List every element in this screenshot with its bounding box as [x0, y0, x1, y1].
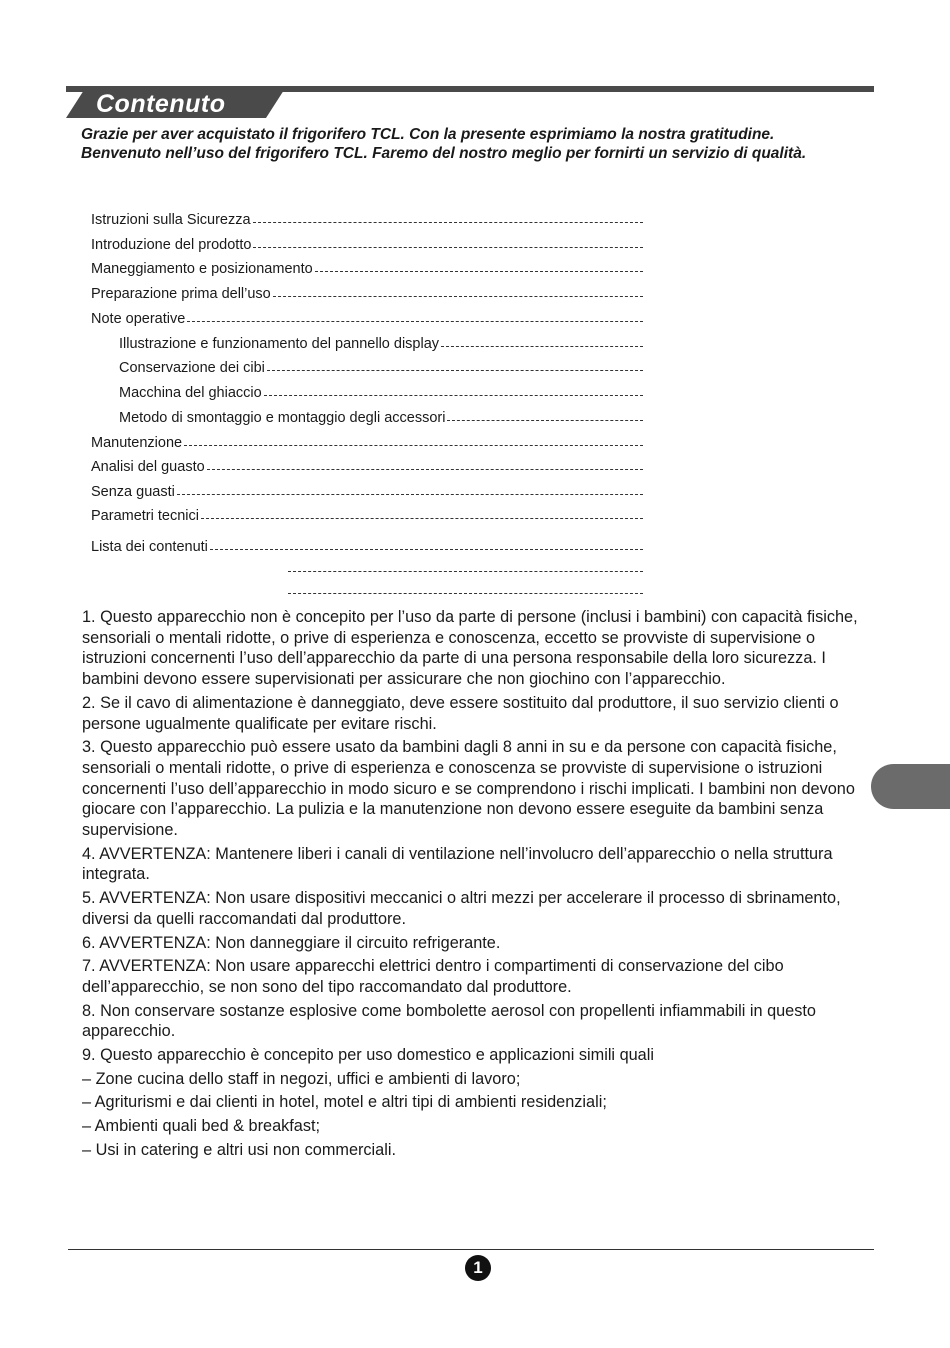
- toc-item-label: Illustrazione e funzionamento del pannello display: [119, 336, 440, 352]
- toc-item: [91, 431, 643, 455]
- rule-item: 9. Questo apparecchio è concepito per uso domestico e applicazioni simili quali: [82, 1046, 654, 1065]
- toc-leader: [264, 395, 643, 396]
- toc-item: [91, 504, 643, 528]
- toc-item-label: Manutenzione: [91, 435, 183, 451]
- toc-item-label: Preparazione prima dell’uso: [91, 286, 271, 302]
- toc-item-label: Lista dei contenuti: [91, 539, 208, 555]
- toc-item-label: Conservazione dei cibi: [119, 360, 265, 376]
- toc-leader: [253, 222, 643, 223]
- chapter-side-tab: [871, 764, 950, 809]
- toc-leader-row: [91, 579, 643, 603]
- toc-item-label: Metodo di smontaggio e montaggio degli accessori: [119, 410, 446, 426]
- toc-item-label: Parametri tecnici: [91, 508, 199, 524]
- toc-leader: [273, 296, 643, 297]
- toc-item: [91, 257, 643, 281]
- toc-leader: [187, 321, 643, 322]
- intro-text: [81, 125, 881, 163]
- rule-item: 1. Questo apparecchio non è concepito per l’uso da parte di persone (inclusi i bambini) con capacità fisiche, sensoriali o mentali ridotte, o prive di esperienza e conoscenza, eccetto se provviste di supervisione o istruzioni concernenti l’uso dell’apparecchio da parte di una persona responsabile della loro sicurezza. I bambini devono essere supervisionati per assicurare che non giochino con l’apparecchio.: [82, 608, 858, 689]
- toc-leader: [210, 549, 643, 550]
- toc-subitem: [119, 356, 643, 380]
- rule-subitem: – Agriturismi e dai clienti in hotel, motel e altri tipi di ambienti residenziali;: [82, 1093, 607, 1112]
- rule-item: 6. AVVERTENZA: Non danneggiare il circuito refrigerante.: [82, 933, 501, 952]
- rule-item: 5. AVVERTENZA: Non usare dispositivi meccanici o altri mezzi per accelerare il processo di sbrinamento, diversi da quelli raccomandati dal produttore.: [82, 889, 841, 928]
- rule-item: 3. Questo apparecchio può essere usato da bambini dagli 8 anni in su e da persone con capacità fisiche, sensoriali o mentali ridotte, o prive di esperienza e conoscenza se provviste di supervisione o istruzioni concernenti l’uso dell’apparecchio in modo sicuro e se comprendono i rischi implicati. I bambini non devono giocare con l’apparecchio. La pulizia e la manutenzione non devono essere eseguite da bambini senza supervisione.: [82, 738, 855, 840]
- toc-subitem: [119, 332, 643, 356]
- toc-subitem: [119, 406, 643, 430]
- toc-leader: [447, 420, 643, 421]
- toc-leader: [441, 346, 643, 347]
- safety-rules: [82, 607, 877, 1164]
- toc-item: [91, 208, 643, 232]
- toc-leader-row: [91, 557, 643, 581]
- intro-line-welcome: Benvenuto nell’uso del frigorifero TCL. Faremo del nostro meglio per fornirti un servizio di qualità.: [81, 145, 807, 162]
- toc-subitem: [119, 381, 643, 405]
- toc-leader: [253, 247, 643, 248]
- toc-item-label: Introduzione del prodotto: [91, 237, 252, 253]
- toc-leader: [267, 370, 643, 371]
- toc-leader: [288, 571, 643, 572]
- toc-leader: [207, 469, 643, 470]
- rule-subitem: – Ambienti quali bed & breakfast;: [82, 1117, 321, 1136]
- rule-item: 7. AVVERTENZA: Non usare apparecchi elettrici dentro i compartimenti di conservazione del cibo dell’apparecchio, se non sono del tipo raccomandato dal produttore.: [82, 957, 784, 996]
- toc-item: [91, 233, 643, 257]
- page-title: Contenuto: [96, 90, 226, 118]
- footer-rule: [68, 1249, 874, 1250]
- toc-item: [91, 535, 643, 559]
- toc-item: [91, 455, 643, 479]
- page-number: 1: [465, 1255, 491, 1281]
- toc-item: [91, 282, 643, 306]
- rule-item: 4. AVVERTENZA: Mantenere liberi i canali di ventilazione nell’involucro dell’apparecchio o nella struttura integrata.: [82, 844, 833, 884]
- toc-item-label: Macchina del ghiaccio: [119, 385, 262, 401]
- toc-item-label: Note operative: [91, 311, 186, 327]
- rule-item: 8. Non conservare sostanze esplosive come bombolette aerosol con propellenti infiammabili in questo apparecchio.: [82, 1001, 816, 1041]
- toc-item: [91, 307, 643, 331]
- rule-subitem: – Zone cucina dello staff in negozi, uffici e ambienti di lavoro;: [82, 1069, 521, 1088]
- toc-item-label: Maneggiamento e posizionamento: [91, 261, 313, 277]
- rule-subitem: – Usi in catering e altri usi non commerciali.: [82, 1140, 396, 1159]
- toc-item-label: Analisi del guasto: [91, 459, 205, 475]
- toc-item-label: Istruzioni sulla Sicurezza: [91, 212, 251, 228]
- toc-leader: [288, 593, 643, 594]
- intro-line-thanks: Grazie per aver acquistato il frigorifero TCL. Con la presente esprimiamo la nostra gratitudine.: [81, 126, 775, 143]
- toc-item-label: Senza guasti: [91, 484, 175, 500]
- toc-leader: [177, 494, 643, 495]
- toc-leader: [201, 518, 643, 519]
- rule-item: 2. Se il cavo di alimentazione è danneggiato, deve essere sostituito dal produttore, il suo servizio clienti o persone ugualmente qualificate per evitare rischi.: [82, 693, 839, 733]
- toc-leader: [184, 445, 643, 446]
- toc-leader: [315, 271, 643, 272]
- toc-item: [91, 480, 643, 504]
